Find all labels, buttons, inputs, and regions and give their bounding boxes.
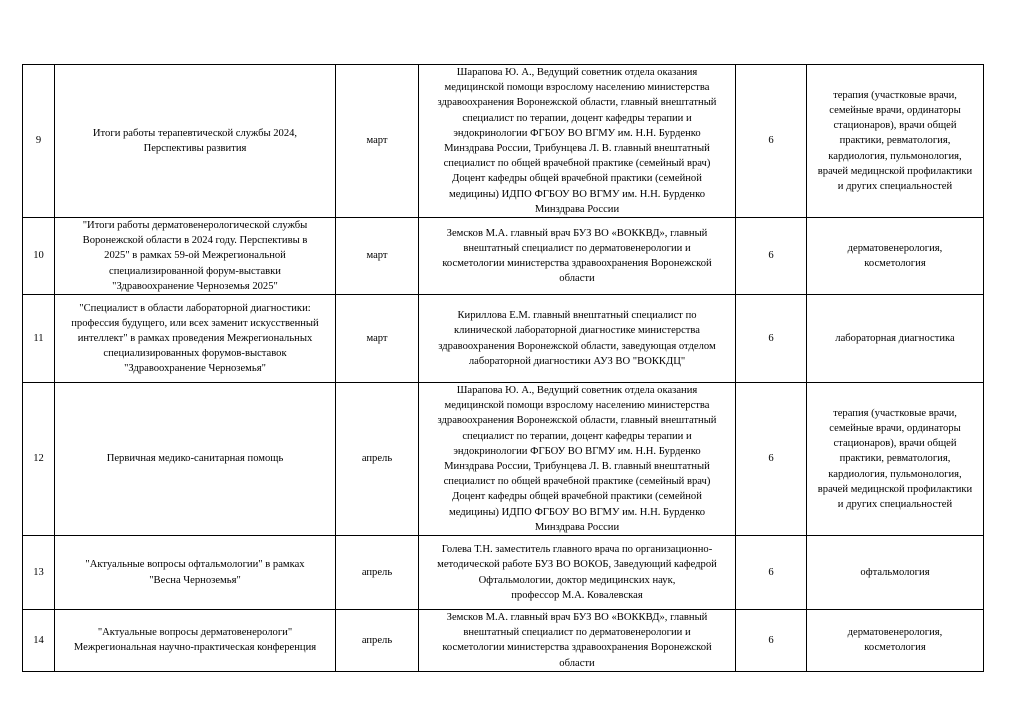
event-hours: 6 [736, 65, 807, 218]
row-number: 13 [23, 536, 55, 610]
row-number: 12 [23, 383, 55, 536]
event-responsible: Земсков М.А. главный врач БУЗ ВО «ВОККВД», главный внештатный специалист по дерматовенерологии и косметологии министерства здравоохранения Воронежской области [419, 218, 736, 295]
row-number: 9 [23, 65, 55, 218]
event-hours: 6 [736, 295, 807, 383]
event-responsible: Голева Т.Н. заместитель главного врача по организационно- методической работе БУЗ ВО ВОКОБ, Заведующий кафедрой Офтальмологии, доктор медицинских наук, профессор М.А. Ковалевская [419, 536, 736, 610]
table-row [23, 65, 984, 218]
event-month: апрель [336, 610, 419, 672]
event-specialty: терапия (участковые врачи, семейные врачи, ординаторы стационаров), врачи общей практики, ревматология, кардиология, пульмонология, врачей медицнской профилактики и других специальностей [807, 65, 984, 218]
event-month: апрель [336, 536, 419, 610]
event-hours: 6 [736, 536, 807, 610]
table-row [23, 610, 984, 672]
event-title: "Актуальные вопросы офтальмологии" в рамках "Весна Черноземья" [55, 536, 336, 610]
event-responsible: Шарапова Ю. А., Ведущий советник отдела оказания медицинской помощи взрослому населению министерства здравоохранения Воронежской области, главный внештатный специалист по терапии, доцент кафедры терапии и эндокринологии ФГБОУ ВО ВГМУ им. Н.Н. Бурденко Минздрава России, Трибунцева Л. В. главный внештатный специалист по общей врачебной практике (семейный врач) Доцент кафедры общей врачебной практики (семейной медицины) ИДПО ФГБОУ ВО ВГМУ им. Н.Н. Бурденко Минздрава России [419, 65, 736, 218]
event-hours: 6 [736, 610, 807, 672]
event-month: март [336, 65, 419, 218]
event-responsible: Земсков М.А. главный врач БУЗ ВО «ВОККВД», главный внештатный специалист по дерматовенерологии и косметологии министерства здравоохранения Воронежской области [419, 610, 736, 672]
event-month: март [336, 295, 419, 383]
event-title: "Актуальные вопросы дерматовенерологи" Межрегиональная научно-практическая конференция [55, 610, 336, 672]
event-month: апрель [336, 383, 419, 536]
event-month: март [336, 218, 419, 295]
event-responsible: Шарапова Ю. А., Ведущий советник отдела оказания медицинской помощи взрослому населению министерства здравоохранения Воронежской области, главный внештатный специалист по терапии, доцент кафедры терапии и эндокринологии ФГБОУ ВО ВГМУ им. Н.Н. Бурденко Минздрава России, Трибунцева Л. В. главный внештатный специалист по общей врачебной практике (семейный врач) Доцент кафедры общей врачебной практики (семейной медицины) ИДПО ФГБОУ ВО ВГМУ им. Н.Н. Бурденко Минздрава России [419, 383, 736, 536]
row-number: 11 [23, 295, 55, 383]
event-responsible: Кириллова Е.М. главный внештатный специалист по клинической лабораторной диагностике министерства здравоохранения Воронежской области, заведующая отделом лабораторной диагностики АУЗ ВО "ВОККДЦ" [419, 295, 736, 383]
table-row [23, 295, 984, 383]
event-specialty: дерматовенерология, косметология [807, 218, 984, 295]
events-table [22, 64, 984, 672]
event-title: "Итоги работы дерматовенерологической службы Воронежской области в 2024 году. Перспективы в 2025" в рамках 59-ой Межрегиональной специализированной форум-выставки "Здравоохранение Черноземья 2025" [55, 218, 336, 295]
table-row [23, 383, 984, 536]
event-specialty: терапия (участковые врачи, семейные врачи, ординаторы стационаров), врачи общей практики, ревматология, кардиология, пульмонология, врачей медицнской профилактики и других специальностей [807, 383, 984, 536]
event-title: Итоги работы терапевтической службы 2024, Перспективы развития [55, 65, 336, 218]
event-hours: 6 [736, 383, 807, 536]
table-row [23, 218, 984, 295]
event-hours: 6 [736, 218, 807, 295]
event-specialty: лабораторная диагностика [807, 295, 984, 383]
event-title: "Специалист в области лабораторной диагностики: профессия будущего, или всех заменит искусственный интеллект" в рамках проведения Межрегиональных специализированных форумов-выставок "Здравоохранение Черноземья" [55, 295, 336, 383]
row-number: 10 [23, 218, 55, 295]
row-number: 14 [23, 610, 55, 672]
event-title: Первичная медико-санитарная помощь [55, 383, 336, 536]
event-specialty: дерматовенерология, косметология [807, 610, 984, 672]
table-row [23, 536, 984, 610]
event-specialty: офтальмология [807, 536, 984, 610]
